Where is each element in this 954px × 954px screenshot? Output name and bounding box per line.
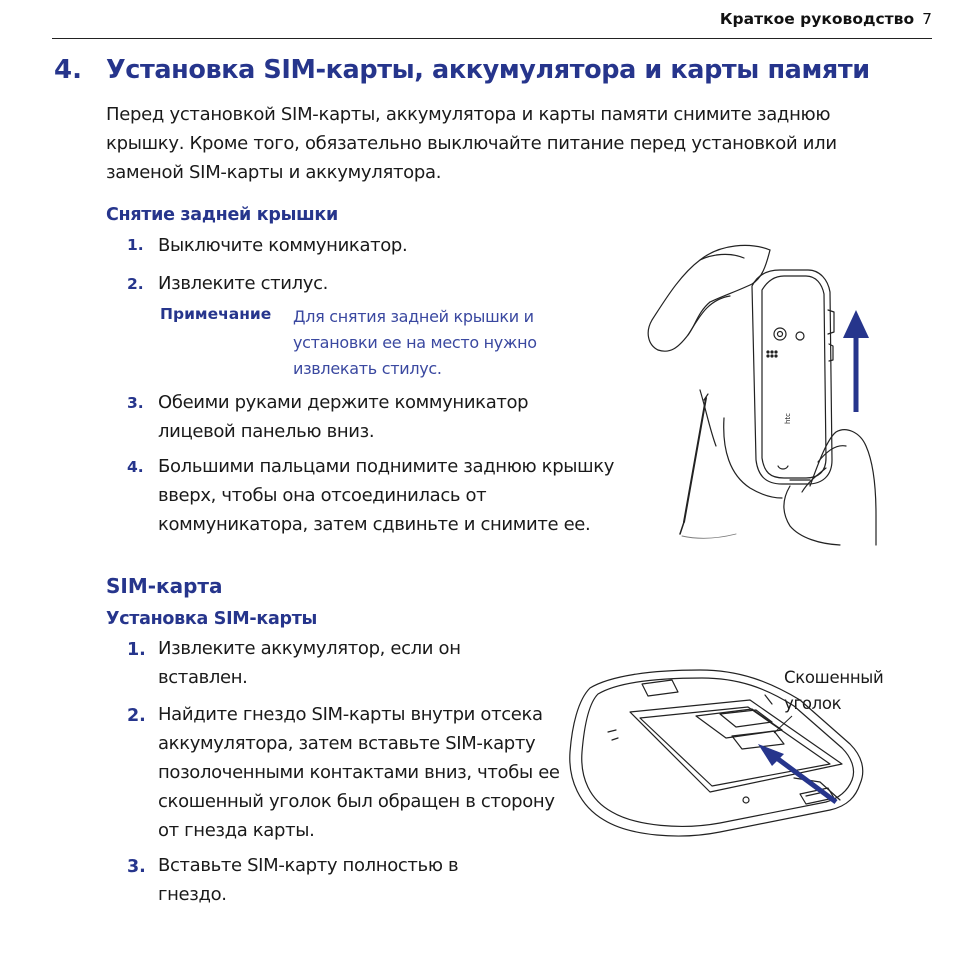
page-number: 7 xyxy=(922,10,932,28)
back-cover-heading: Снятие задней крышки xyxy=(106,205,338,225)
insert-arrow-icon xyxy=(758,744,836,802)
sim-subheading: Установка SIM-карты xyxy=(106,609,318,629)
up-arrow-icon xyxy=(843,310,869,412)
section-title: Установка SIM-карты, аккумулятора и карты памяти xyxy=(106,55,870,85)
step-text: Большими пальцами поднимите заднюю крышку вверх, чтобы она отсоединилась от коммуникатора, затем сдвиньте и снимите ее. xyxy=(158,456,615,535)
back-cover-illustration xyxy=(640,240,880,550)
step-number: 2. xyxy=(127,706,146,726)
step-number: 3. xyxy=(127,394,144,412)
step-number: 1. xyxy=(127,236,144,254)
running-title: Краткое руководство xyxy=(719,10,915,28)
step-text: Найдите гнездо SIM-карты внутри отсека аккумулятора, затем вставьте SIM-карту позолоченными контактами вниз, чтобы ее скошенный уголок был обращен в сторону от гнезда карты. xyxy=(158,704,560,841)
intro-paragraph: Перед установкой SIM-карты, аккумулятора и карты памяти снимите заднюю крышку. Кроме того, обязательно выключайте питание перед установкой или заменой SIM-карты и аккумулятора. xyxy=(106,104,837,183)
step-number: 1. xyxy=(127,640,146,660)
step-text: Извлеките аккумулятор, если он вставлен. xyxy=(158,638,461,688)
step-text: Выключите коммуникатор. xyxy=(158,235,408,256)
step-text: Обеими руками держите коммуникатор лицевой панелью вниз. xyxy=(158,392,529,442)
note-label: Примечание xyxy=(160,305,272,323)
sim-heading: SIM-карта xyxy=(106,574,223,598)
header-rule xyxy=(52,38,932,39)
callout-label: Скошенный уголок xyxy=(784,668,884,713)
step-number: 4. xyxy=(127,458,144,476)
step-number: 3. xyxy=(127,857,146,877)
step-text: Вставьте SIM-карту полностью в гнездо. xyxy=(158,855,459,905)
step-number: 2. xyxy=(127,275,144,293)
section-number: 4. xyxy=(54,55,82,85)
phone-brand-text: htc xyxy=(784,412,792,424)
note-text: Для снятия задней крышки и установки ее на место нужно извлекать стилус. xyxy=(293,307,537,378)
running-header xyxy=(720,10,932,28)
step-text: Извлеките стилус. xyxy=(158,273,328,294)
sim-slot-illustration xyxy=(560,660,880,845)
